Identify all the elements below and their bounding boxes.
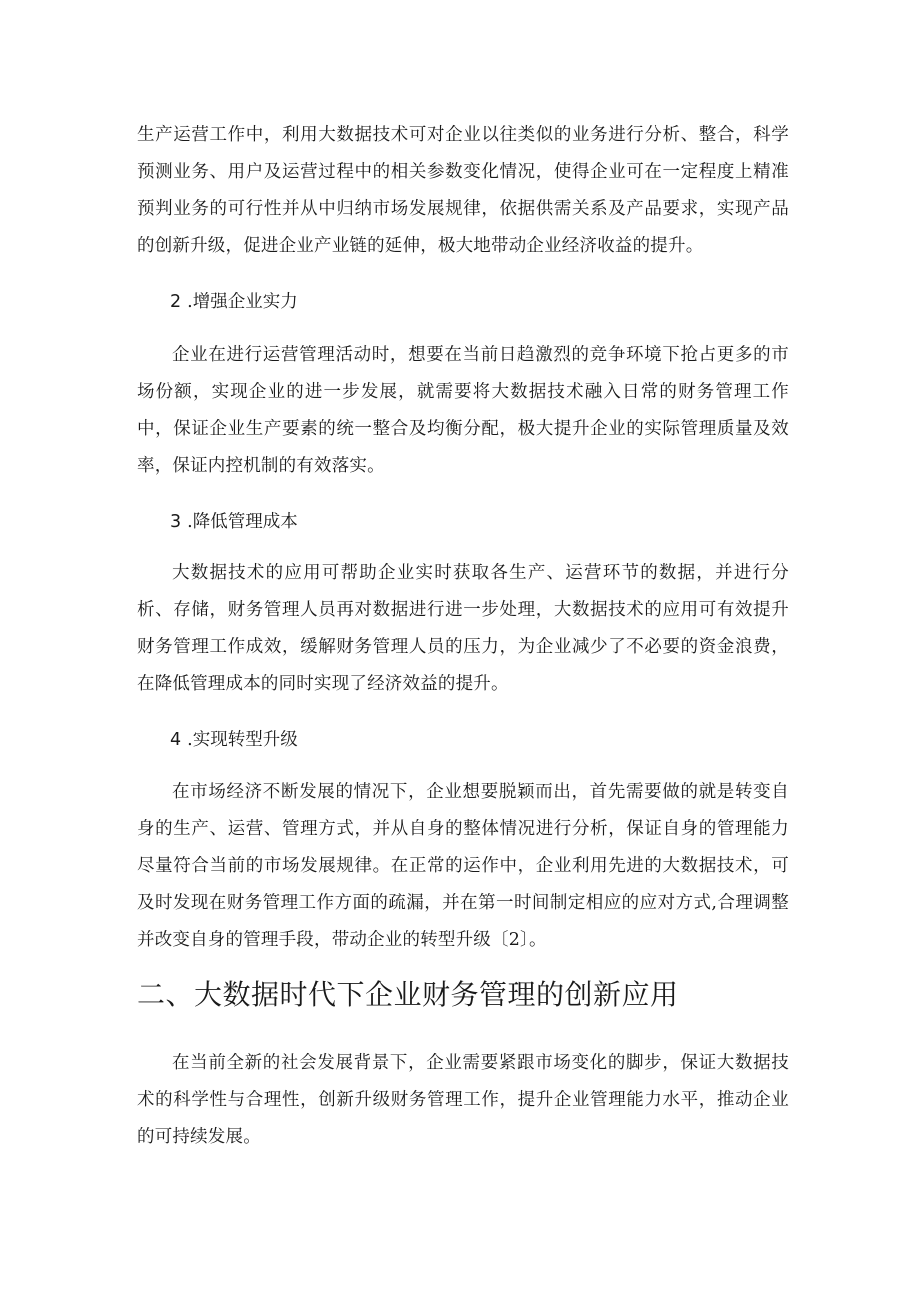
subheading-text: .降低管理成本 [187,512,298,532]
subheading-number: 2 [170,292,182,312]
subheading-number: 4 [170,730,182,750]
subheading-enhance-strength [170,290,298,314]
paragraph-section-intro: 在当前全新的社会发展背景下，企业需要紧跟市场变化的脚步，保证大数据技术的科学性与合理性，创新升级财务管理工作，提升企业管理能力水平，推动企业的可持续发展。 [137,1053,789,1147]
paragraph-transformation: 在市场经济不断发展的情况下，企业想要脱颖而出，首先需要做的就是转变自身的生产、运营、管理方式，并从自身的整体情况进行分析，保证自身的管理能力尽量符合当前的市场发展规律。在正常的运作中，企业利用先进的大数据技术，可及时发现在财务管理工作方面的疏漏，并在第一时间制定相应的应对方式,合理调整并改变自身的管理手段，带动企业的转型升级〔2〕。 [137,782,789,950]
section-heading: 二、大数据时代下企业财务管理的创新应用 [137,978,679,1011]
subheading-transformation [170,728,298,752]
subheading-reduce-cost [170,510,298,534]
paragraph-enhance-strength: 企业在进行运营管理活动时，想要在当前日趋激烈的竞争环境下抢占更多的市场份额，实现企业的进一步发展，就需要将大数据技术融入日常的财务管理工作中，保证企业生产要素的统一整合及均衡分配，极大提升企业的实际管理质量及效率，保证内控机制的有效落实。 [137,345,789,476]
subheading-text: .增强企业实力 [187,292,298,312]
subheading-text: .实现转型升级 [187,730,298,750]
paragraph-production-operations: 生产运营工作中，利用大数据技术可对企业以往类似的业务进行分析、整合，科学预测业务、用户及运营过程中的相关参数变化情况，使得企业可在一定程度上精准预判业务的可行性并从中归纳市场发展规律，依据供需关系及产品要求，实现产品的创新升级，促进企业产业链的延伸，极大地带动企业经济收益的提升。 [137,125,789,256]
subheading-number: 3 [170,512,182,532]
paragraph-reduce-cost: 大数据技术的应用可帮助企业实时获取各生产、运营环节的数据，并进行分析、存储，财务管理人员再对数据进行进一步处理，大数据技术的应用可有效提升财务管理工作成效，缓解财务管理人员的压力，为企业减少了不必要的资金浪费，在降低管理成本的同时实现了经济效益的提升。 [137,563,789,694]
